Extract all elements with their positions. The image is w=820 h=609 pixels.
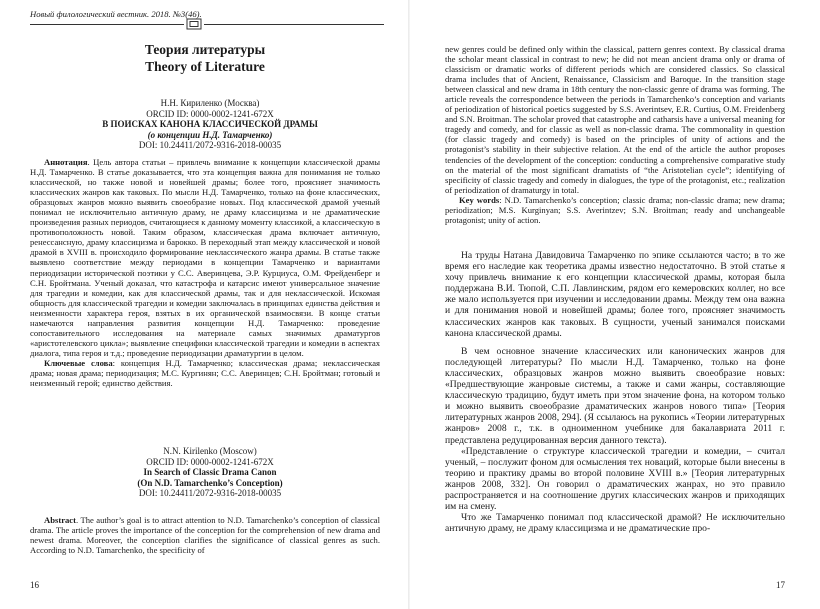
abstract-text-en-cont: new genres could be defined only within the classical, pattern genres context. By classical drama the scholar meant classical in contrast to new; he did not mean ancient drama only or drama of classicism or dramatic works of different periods which are considered classics. So classical drama includes that of Ancient, Renaissance, Classicism and Baroque. In the transition stage between classical and new drama in 18th century the non-classic genre of drama was forming. The article reveals the correspondence between the periods in Tamarchenko’s conception and variants of periodization of historical poetics suggested by S.S. Averintsev, E.R. Curtius, O.M. Freidenberg and S.N. Broitman. The scholar proved that catastrophe and catharsis have a universal meaning for tragedy and comedy, and for classic as well as non-classic drama. The commonality in question (for classic tragedy and comedy) is based on the principles of unity of actions and the protagonist’s stability in their subjective relation. At the end of the article the author proposes tendencies of the development of the conception: conducting a comprehensive comparative study on the material of the most significant dramatists of “the Aristotelian cycle”; identifying of specificity of classic tragedy and comedy in dialogues, the type of the protagonist, etc.; realization of periodization of dramaturgy in total. xyxy=(445,44,785,195)
doi-ru: DOI: 10.24411/2072-9316-2018-00035 xyxy=(138,140,282,150)
article-en-byline xyxy=(60,446,360,499)
author-en: N.N. Kirilenko (Moscow) xyxy=(163,446,257,456)
page-number-right: 17 xyxy=(776,580,785,590)
header-rule-left xyxy=(30,24,184,25)
abstract-ru xyxy=(30,157,380,388)
abstract-label-ru: Аннотация xyxy=(44,157,88,167)
author-ru: Н.Н. Кириленко (Москва) xyxy=(160,98,260,108)
orcid-en: ORCID ID: 0000-0002-1241-672X xyxy=(146,456,274,467)
page-number-left: 16 xyxy=(30,580,39,590)
article-subtitle-en: (On N.D. Tamarchenko’s Conception) xyxy=(137,477,283,488)
keywords-text-ru: : концепция Н.Д. Тамарченко; классическая драма; неклассическая драма; новая драма; периодизация; М.С. Кургинян; С.С. Аверинцев; С.Н. Бройтман; готовый и неизменный герой; единство действия. xyxy=(30,357,380,389)
article-subtitle-ru: (о концепции Н.Д. Тамарченко) xyxy=(147,129,273,140)
body-paragraph-1: На труды Натана Давидовича Тамарченко по эпике ссылаются часто; в то же время его наследие как теоретика драмы известно недостаточно. В этой статье я хочу привлечь внимание к его концепции классической драмы, которая была поддержана В.И. Тюпой, С.П. Лавлинским, рядом его кемеровских коллег, но все же мало используется при изучении и исследовании драмы. Между тем она важна и для понимания новой и новейшей драмы; более того, проясняет значимость классических жанров как таковых. В сущности, ученый занимался поисками канона классической драмы. xyxy=(445,250,785,339)
body-text xyxy=(445,250,785,534)
abstract-text-en-start: . The author’s goal is to attract attention to N.D. Tamarchenko’s conception of classical drama. The article proves the importance of the conception for the comprehension of new drama and newest drama. Moreover, the conception clarifies the significance of classical genres as such. According to N.D. Tamarchenko, the specificity of xyxy=(30,515,380,556)
body-paragraph-3: «Представление о структуре классической трагедии и комедии, – считал ученый, – послужит фоном для осмысления тех новаций, которые были внесены в теорию и практику драмы во второй половине XVIII в.» [Теория литературных жанров 2008, 332]. Он говорил о драматических жанрах, но это правило распространяется и на соотношение других классических жанров и приходящих им на смену. xyxy=(445,445,785,513)
abstract-en-continued xyxy=(445,44,785,225)
doi-en: DOI: 10.24411/2072-9316-2018-00035 xyxy=(138,488,282,498)
body-paragraph-2: В чем основное значение классических или канонических жанров для последующей литературы? По мысли Н.Д. Тамарченко, только на фоне классических, образцовых жанров можно выявить своеобразие новых: «Предшествующие жанровые системы, а также и сами жанры, составляющие классическую традицию, будут иметь при этом значение фона, на котором только и можно выявить своеобразие драматических жанров нового типа» [Теория литературных жанров 2008, 294]. (Я ссылаюсь на рукопись «Теории литературных жанров» 2008 г., т.к. в одноименном учебнике для бакалавриата 2011 г. представлена редуцированная версия данного текста). xyxy=(445,345,785,446)
keywords-label-ru: Ключевые слова xyxy=(44,357,113,368)
keywords-label-en: Key words xyxy=(459,194,500,205)
keywords-text-en: : N.D. Tamarchenko’s conception; classic drama; non-classic drama; new drama; periodization; M.S. Kurginyan; S.S. Averintzev; S.N. Broitman; ready and unchangeable protagonist; unity of action. xyxy=(445,194,786,225)
ornament-icon xyxy=(186,18,202,30)
article-title-ru: В ПОИСКАХ КАНОНА КЛАССИЧЕСКОЙ ДРАМЫ xyxy=(102,119,318,129)
abstract-en-start xyxy=(30,515,380,555)
body-paragraph-4: Что же Тамарченко понимал под классической драмой? Не исключительно античную драму, не драму классицизма и не драматические про- xyxy=(445,512,785,535)
orcid-ru: ORCID ID: 0000-0002-1241-672X xyxy=(146,108,274,119)
article-title-en: In Search of Classic Drama Canon xyxy=(143,467,277,477)
running-title: Новый филологический вестник. 2018. №3(46). xyxy=(30,9,202,19)
section-title-ru: Теория литературы xyxy=(144,42,266,57)
section-title-en: Theory of Literature xyxy=(145,59,265,74)
abstract-label-en: Abstract xyxy=(44,515,76,525)
header-rule-right xyxy=(204,24,384,25)
abstract-text-ru: . Цель автора статьи – привлечь внимание к концепции классической драмы Н.Д. Тамарченко. В статье доказывается, что эта концепция важна для понимания не только классической, но также новой и новейшей драмы; более того, проясняет значимость классических жанров как таковых. По мысли Н.Д. Тамарченко, только на фоне классических, образцовых жанров можно выявить своеобразие новых. Под классической драмой ученый понимал не исключительно античную драму, не драму классицизма и не драматические произведения разных периодов, считающиеся к данному моменту классикой, а классическую в противоположность новой. Таким образом, классическая драма включает античную, ренессансную, драму классицизма и барокко. В переходный этап между классической и новой драмой в XVIII в. происходило формирование неклассического жанра драмы. В статье также выявлено соответствие между периодами в концепции Тамарченко и вариантами периодизации исторической поэтики у С.С. Аверинцева, Э.Р. Курциуса, О.М. Фрейденберг и С.Н. Бройтмана. Ученый доказал, что катастрофа и катарсис имеют универсальное значение для трагедии и комедии, как для классической драмы, так и для неклассической. Искомая общность для классической трагедии и комедии заключалась в принципах единства действия и неизменности характера героя, взятых в их органической взаимосвязи. В конце статьи намечаются направления развития концепции Н.Д. Тамарченко: проведение сопоставительного исследования на материале самых значимых драматургов «аристотелевского цикла»; выявление специфики классической трагедии и комедии в аспектах диалога, типа героя и т.д.; проведение периодизации драматургии в целом. xyxy=(30,157,380,358)
article-ru-byline xyxy=(60,98,360,151)
